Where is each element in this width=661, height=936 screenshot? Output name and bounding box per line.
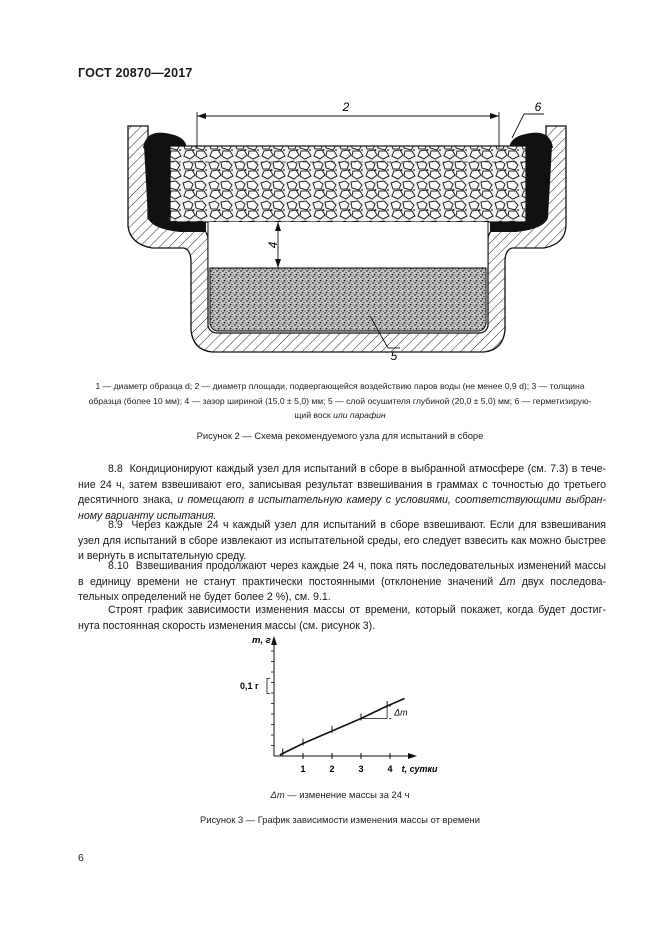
legend-line-2: образца (более 10 мм); 4 — зазор шириной (15,0 ± 5,0) мм; 5 — слой осушителя глубиной (20,0 ± 5,0) мм; 6 — герметизирую- (88, 395, 592, 406)
x-tick-label-2: 2 (329, 764, 335, 774)
delta-label: Δm (394, 707, 408, 718)
figure-2-caption: Рисунок 2 — Схема рекомендуемого узла для испытаний в сборе (196, 430, 484, 441)
desiccant-layer (210, 268, 486, 331)
x-tick-label-4: 4 (387, 764, 393, 774)
figure-3-caption: Рисунок 3 — График зависимости изменения массы от времени (200, 814, 480, 825)
document-header: ГОСТ 20870—2017 (78, 66, 193, 80)
x-axis-label: t, сутки (401, 764, 438, 774)
x-axis-arrow (408, 753, 417, 759)
callout-5: 5 (390, 349, 398, 363)
callout-2: 2 (342, 100, 350, 114)
paragraph-graph: Строят график зависимости изменения массы от времени, который покажет, когда будет достиг-нута постоянная скорость изменения массы (см. рисунок 3). (78, 604, 606, 632)
figure-3-chart (200, 628, 480, 788)
scale-bracket (267, 679, 270, 694)
figure-2-drawing (0, 0, 661, 375)
callout-6: 6 (534, 100, 542, 114)
figure-2-legend (80, 379, 600, 423)
y-axis-label: m, г (252, 635, 271, 646)
figure-3-legend: Δm — изменение массы за 24 ч (270, 789, 410, 800)
mass-trend-line (280, 699, 405, 756)
x-tick-label-1: 1 (300, 764, 306, 774)
paragraph-8-8: 8.8 Кондиционируют каждый узел для испытаний в сборе в выбранной атмосфере (см. 7.3) в тече-ние 24 ч, затем взвешивают его, записывая результат взвешивания в граммах с точностью до третьего десятичного знака, и помещают в испытательную камеру с условиями, соответствующими выбран-ному варианту испытания. (78, 463, 607, 522)
page-number: 6 (78, 852, 84, 864)
paragraph-8-9: 8.9 Через каждые 24 ч каждый узел для испытаний в сборе взвешивают. Если для взвешивания узел для испытаний в сборе извлекают из испытательной среды, его следует взвесить как можно быстрее и вернуть в испытательную среду. (78, 519, 606, 563)
callout-4: 4 (266, 241, 280, 249)
scale-label: 0,1 г (240, 681, 259, 691)
paragraph-8-10: 8.10 Взвешивания продолжают через каждые 24 ч, пока пять последовательных изменений массы в единицу времени не станут практически постоянными (отклонение значений Δm двух последова-тельных определений не будет более 2 %), см. 9.1. (78, 560, 607, 604)
sample (170, 146, 526, 222)
legend-line-1: 1 — диаметр образца d; 2 — диаметр площади, подвергающейся воздействию паров воды (не менее 0,9 d); 3 — толщина (95, 381, 585, 391)
x-tick-label-3: 3 (358, 764, 364, 774)
legend-line-3: щий воск или парафин (294, 410, 386, 420)
y-axis-arrow (271, 636, 277, 645)
